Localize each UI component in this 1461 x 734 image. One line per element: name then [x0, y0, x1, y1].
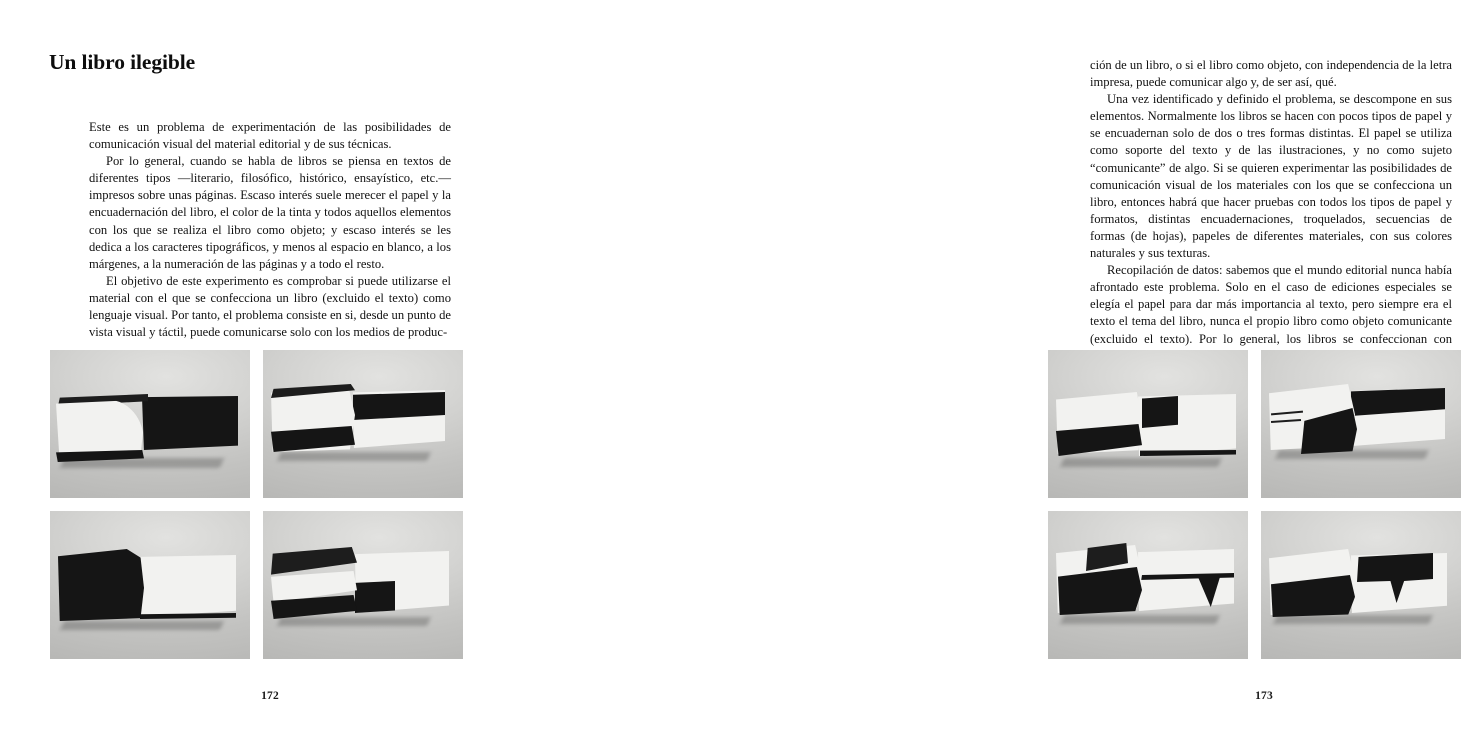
photo-grid-right	[1048, 350, 1461, 659]
body-text-left	[89, 119, 451, 341]
photo-shadow	[277, 617, 430, 626]
page-right	[500, 0, 1452, 734]
photo-book-open-bands-black-block	[263, 511, 463, 659]
photo-shadow	[1060, 615, 1219, 624]
paragraph: ción de un libro, o si el libro como objeto, con independencia de la letra impresa, puede comunicar algo y, de ser así, qué.	[1090, 58, 1452, 90]
photo-grid-left	[50, 350, 463, 659]
photo-book-open-white-left-black-right	[50, 350, 250, 498]
photo-book-open-stacked-blocks-wedge	[1048, 511, 1248, 659]
photo-shadow	[60, 621, 224, 630]
page-number-right: 173	[1255, 690, 1273, 702]
body-text-right	[1090, 57, 1452, 365]
photo-book-open-horizontal-bands	[263, 350, 463, 498]
photo-shadow	[1060, 458, 1221, 467]
photo-paper-shape	[1138, 549, 1234, 611]
photo-ink-shape	[58, 549, 144, 621]
paragraph: Una vez identificado y definido el problema, se descompone en sus elementos. Normalmente los libros se hacen con pocos tipos de papel y se encuadernan solo de dos o tres formas distintas. El papel se utiliza como soporte del texto y de las ilustraciones, y no como sujeto “comunicante” de algo. Si se quieren experimentar las posibilidades de comunicación visual de los materiales con los que se confecciona un libro, entonces habrá que hacer pruebas con todos los tipos de papel y formatos, distintas encuadernaciones, troquelados, secuencias de formas (de hojas), papeles de diferentes materiales, con sus colores naturales y sus texturas.	[1090, 92, 1452, 261]
photo-book-open-black-band-black-square	[1048, 350, 1248, 498]
page-number-left: 172	[261, 690, 279, 702]
paragraph: Este es un problema de experimentación de las posibilidades de comunicación visual del material editorial y de sus técnicas.	[89, 120, 451, 152]
photo-shadow	[1273, 615, 1432, 624]
paragraph: Por lo general, cuando se habla de libros se piensa en textos de diferentes tipos —literario, filosófico, histórico, ensayístico, etc.— impresos sobre unas páginas. Escaso interés suele merecer el papel y la encuadernación del libro, el color de la tinta y todos aquellos elementos con los que se realiza el libro como objeto; y escaso interés se les dedica a los caracteres tipográficos, y menos al espacio en blanco, a los márgenes, a la numeración de las páginas y a todo el resto.	[89, 154, 451, 271]
photo-ink-shape	[355, 581, 395, 613]
photo-shadow	[1275, 450, 1428, 459]
photo-book-open-cut-page-black-bands	[1261, 350, 1461, 498]
photo-book-open-black-left-white-right	[50, 511, 250, 659]
photo-ink-shape	[142, 396, 238, 450]
photo-book-open-curved-band-angular-shape	[1261, 511, 1461, 659]
photo-shadow	[277, 452, 430, 461]
photo-ink-shape	[1142, 396, 1178, 428]
photo-paper-shape	[140, 555, 236, 617]
paragraph: Recopilación de datos: sabemos que el mundo editorial nunca había afrontado este problema. Solo en el caso de ediciones especiales se elegía el papel para dar más importancia al texto, pero siempre era el texto el tema del libro, nunca el propio libro como objeto comunicante (excluido el texto). Por lo general, los libros se confeccionan con	[1090, 263, 1452, 346]
paragraph: El objetivo de este experimento es comprobar si puede utilizarse el material con el que se confecciona un libro (excluido el texto) como lenguaje visual. Por tanto, el problema consiste en si, desde un punto de vista visual y táctil, puede comunicarse solo con los medios de produc-	[89, 273, 451, 340]
page-title: Un libro ilegible	[49, 50, 196, 74]
page-left	[0, 0, 500, 734]
